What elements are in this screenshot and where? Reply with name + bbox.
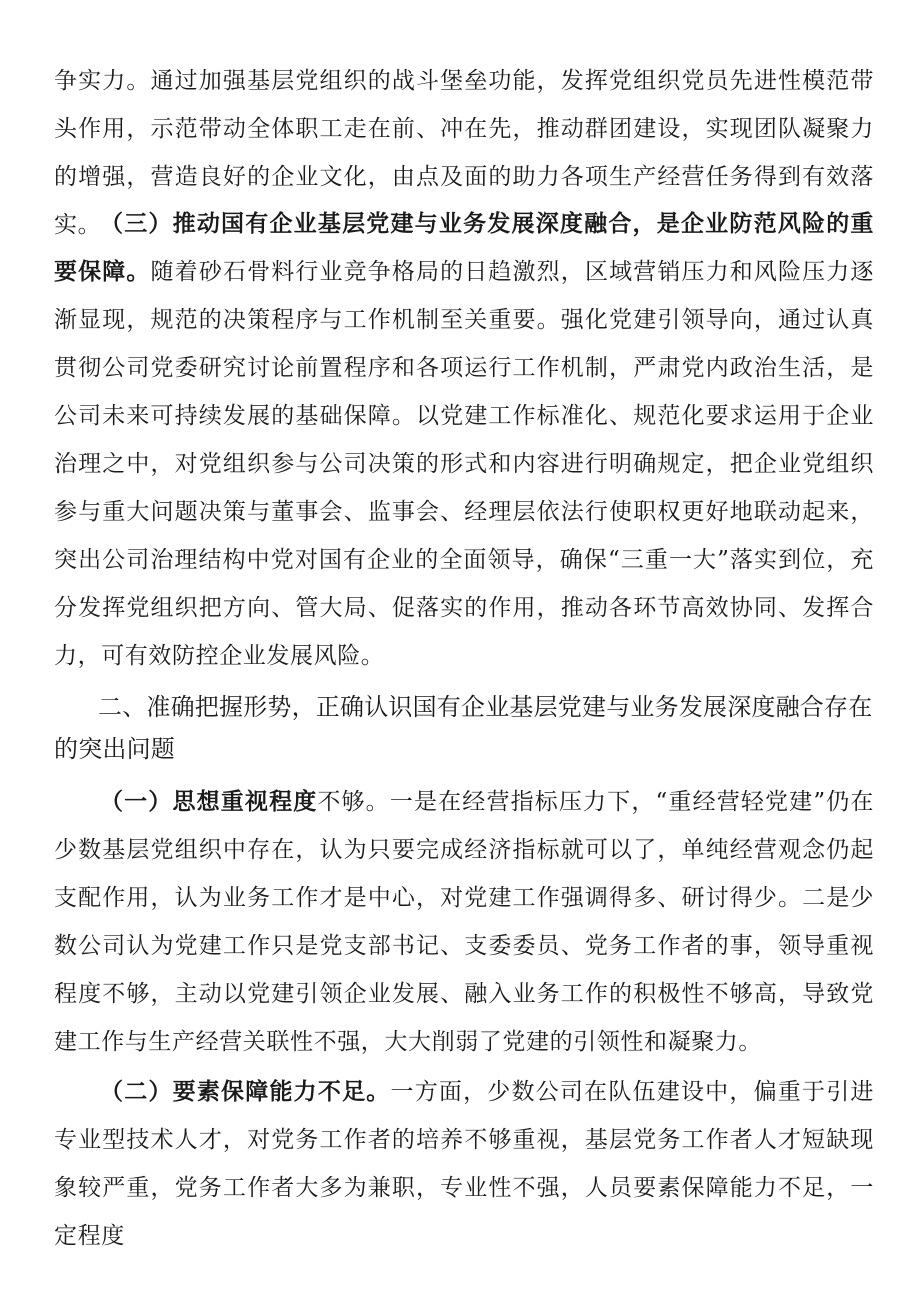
paragraph-body: 随着砂石骨料行业竞争格局的日趋激烈，区域营销压力和风险压力逐渐显现，规范的决策程序与工作机制至关重要。强化党建引领导向，通过认真贯彻公司党委研究讨论前置程序和各项运行工作机制，严肃党内政治生活，是公司未来可持续发展的基础保障。以党建工作标准化、规范化要求运用于企业治理之中，对党组织参与公司决策的形式和内容进行明确规定，把企业党组织参与重大问题决策与董事会、监事会、经理层依法行使职权更好地联动起来，突出公司治理结构中党对国有企业的全面领导，确保“三重一大”落实到位，充分发挥党组织把方向、管大局、促落实的作用，推动各环节高效协同、发挥合力，可有效防控企业发展风险。 [54, 259, 875, 669]
paragraph-ideological-emphasis [54, 778, 874, 1066]
paragraph-text: 争实力。通过加强基层党组织的战斗堡垒功能，发挥党组织党员先进性模范带头作用，示范带动全体职工走在前、冲在先，推动群团建设，实现团队凝聚力的增强，营造良好的企业文化，由点及面的助力各项生产经营任务得到有效落实。 [54, 68, 874, 238]
paragraph-risk-prevention [54, 200, 874, 680]
paragraph-body: 不够。一是在经营指标压力下，“重经营轻党建”仍在少数基层党组织中存在，认为只要完成经济指标就可以了，单纯经营观念仍起支配作用，认为业务工作才是中心，对党建工作强调得多、研讨得少。二是少数公司认为党建工作只是党支部书记、支委委员、党务工作者的事，领导重视程度不够，主动以党建引领企业发展、融入业务工作的积极性不够高，导致党建工作与生产经营关联性不强，大大削弱了党建的引领性和凝聚力。 [54, 789, 874, 1055]
section-heading: 二、准确把握形势，正确认识国有企业基层党建与业务发展深度融合存在的突出问题 [54, 693, 873, 763]
paragraph-body: 一方面，少数公司在队伍建设中，偏重于引进专业型技术人才，对党务工作者的培养不够重视，基层党务工作者人才短缺现象较严重，党务工作者大多为兼职，专业性不强，人员要素保障能力不足，一定程度 [54, 1079, 875, 1249]
paragraph-lead-bold: （二）要素保障能力不足。 [100, 1078, 391, 1105]
paragraph-resource-guarantee [54, 1068, 874, 1260]
paragraph-lead-bold: （三）推动国有企业基层党建与业务发展深度融合，是企业防范风险的重要保障。 [54, 210, 874, 285]
paragraph-lead-bold: （一）思想重视程度 [100, 788, 318, 815]
